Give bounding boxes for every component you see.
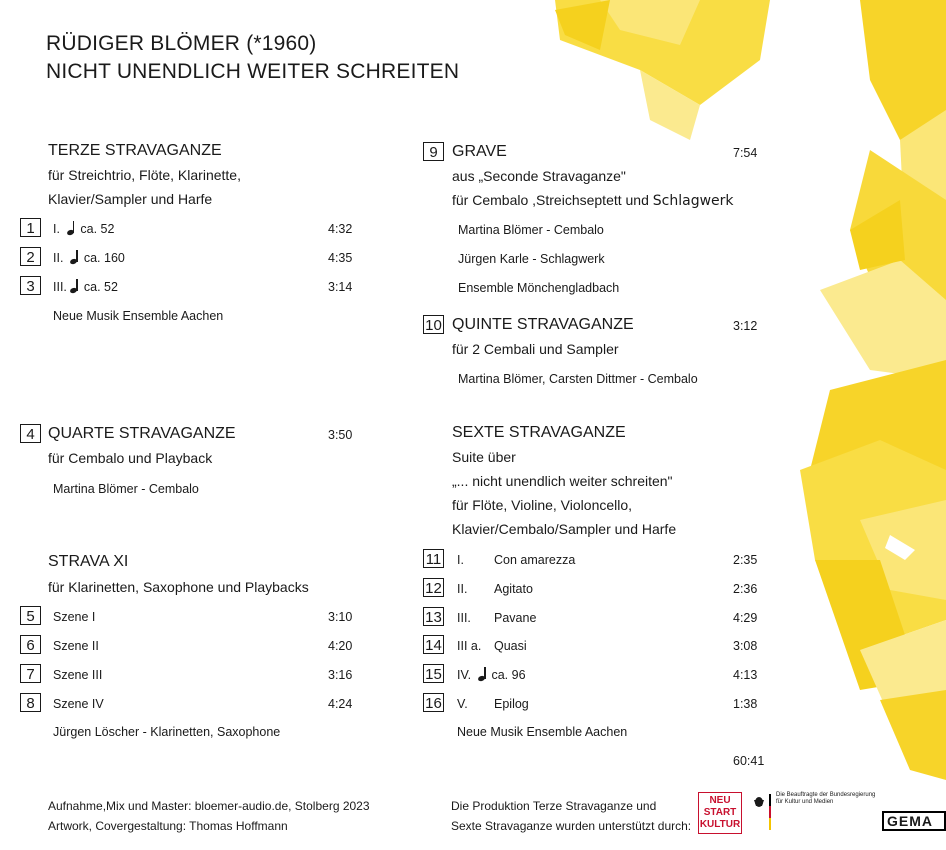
gov-text-2: für Kultur und Medien — [776, 799, 834, 805]
track-row[interactable]: Con amarezza — [494, 553, 576, 567]
track-number: 11 — [423, 549, 444, 568]
track-tempo: ca. 52 — [83, 280, 118, 294]
work-sub-sexte-3: für Flöte, Violine, Violoncello, — [452, 497, 633, 513]
work-title-strava: STRAVA XI — [48, 553, 129, 570]
track-row[interactable] — [53, 220, 114, 238]
track-number: 16 — [423, 693, 444, 712]
track-time: 3:50 — [328, 428, 353, 442]
track-number: 8 — [20, 693, 41, 712]
performer: Jürgen Karle - Schlagwerk — [458, 252, 605, 266]
logo-text: KULTUR — [699, 819, 741, 830]
track-row[interactable] — [53, 249, 125, 267]
track-number: 10 — [423, 315, 444, 334]
track-label: II. — [53, 251, 64, 265]
track-tempo: ca. 96 — [491, 668, 526, 682]
track-row[interactable] — [53, 278, 118, 296]
gov-text-1: Die Beauftragte der Bundesregierung — [776, 792, 876, 798]
track-time: 4:35 — [328, 251, 353, 265]
work-sub-strava: für Klarinetten, Saxophone und Playbacks — [48, 579, 309, 595]
performer: Neue Musik Ensemble Aachen — [53, 309, 224, 323]
credits-recording: Aufnahme,Mix und Master: bloemer-audio.de, Stolberg 2023 — [48, 799, 370, 813]
performer: Martina Blömer, Carsten Dittmer - Cembalo — [458, 372, 698, 386]
track-label: I. — [53, 222, 60, 236]
neustart-kultur-logo — [698, 792, 742, 834]
track-time: 3:16 — [328, 668, 353, 682]
track-number: 12 — [423, 578, 444, 597]
track-row[interactable]: Quasi — [494, 639, 527, 653]
track-label: V. — [457, 697, 468, 711]
work-sub-sexte-1: Suite über — [452, 449, 516, 465]
quarter-note-icon — [70, 278, 78, 296]
total-time: 60:41 — [733, 754, 765, 768]
performer: Neue Musik Ensemble Aachen — [457, 725, 628, 739]
track-time: 1:38 — [733, 697, 758, 711]
work-sub-sexte-4: Klavier/Cembalo/Sampler und Harfe — [452, 521, 677, 537]
album-title: NICHT UNENDLICH WEITER SCHREITEN — [46, 60, 460, 83]
work-sub-grave-2 — [452, 188, 734, 213]
work-sub-terze-1: für Streichtrio, Flöte, Klarinette, — [48, 167, 241, 183]
track-label: III. — [457, 611, 471, 625]
track-row[interactable]: Agitato — [494, 582, 533, 596]
track-time: 4:24 — [328, 697, 353, 711]
work-sub-terze-2: Klavier/Sampler und Harfe — [48, 191, 213, 207]
track-row[interactable]: Szene IV — [53, 697, 104, 711]
track-time: 2:35 — [733, 553, 758, 567]
performer: Martina Blömer - Cembalo — [53, 482, 199, 496]
track-time: 7:54 — [733, 146, 758, 160]
work-title-quinte: QUINTE STRAVAGANZE — [452, 316, 634, 333]
track-time: 3:14 — [328, 280, 353, 294]
track-row[interactable]: Epilog — [494, 697, 529, 711]
quarter-note-icon — [70, 249, 78, 267]
track-number: 14 — [423, 635, 444, 654]
track-tempo: ca. 160 — [83, 251, 125, 265]
work-sub-sexte-2: „... nicht unendlich weiter schreiten" — [452, 473, 673, 489]
gov-text — [776, 792, 880, 806]
track-number: 13 — [423, 607, 444, 626]
track-row[interactable]: Pavane — [494, 611, 537, 625]
work-sub-grave-2b: Schlagwerk — [652, 193, 734, 209]
work-title-grave: GRAVE — [452, 143, 507, 160]
track-row[interactable]: Szene I — [53, 610, 96, 624]
composer-heading: RÜDIGER BLÖMER (*1960) — [46, 32, 317, 55]
track-time: 4:29 — [733, 611, 758, 625]
track-time: 3:08 — [733, 639, 758, 653]
track-number: 5 — [20, 606, 41, 625]
track-number: 3 — [20, 276, 41, 295]
track-label: III. — [53, 280, 67, 294]
performer: Martina Blömer - Cembalo — [458, 223, 604, 237]
track-time: 4:20 — [328, 639, 353, 653]
work-sub-grave-1: aus „Seconde Stravaganze" — [452, 168, 626, 184]
track-label: I. — [457, 553, 464, 567]
credits-artwork: Artwork, Covergestaltung: Thomas Hoffmann — [48, 819, 288, 833]
track-number: 4 — [20, 424, 41, 443]
work-title-sexte: SEXTE STRAVAGANZE — [452, 424, 626, 441]
track-tempo: ca. 52 — [80, 222, 115, 236]
track-row[interactable]: Szene III — [53, 668, 103, 682]
work-title-terze: TERZE STRAVAGANZE — [48, 142, 222, 159]
work-sub-grave-2a: für Cembalo ,Streichseptett und — [452, 192, 649, 208]
work-sub-quinte: für 2 Cembali und Sampler — [452, 341, 619, 357]
track-number: 6 — [20, 635, 41, 654]
track-time: 2:36 — [733, 582, 758, 596]
work-title-quarte: QUARTE STRAVAGANZE — [48, 425, 236, 442]
quarter-note-icon — [67, 220, 75, 238]
logo-text: START — [703, 807, 737, 818]
logo-text: NEU — [709, 795, 731, 806]
track-number: 7 — [20, 664, 41, 683]
performer: Ensemble Mönchengladbach — [458, 281, 620, 295]
track-row[interactable]: Szene II — [53, 639, 99, 653]
track-number: 9 — [423, 142, 444, 161]
work-sub-quarte: für Cembalo und Playback — [48, 450, 213, 466]
gema-logo: GEMA — [882, 811, 946, 831]
track-time: 3:10 — [328, 610, 353, 624]
track-number: 15 — [423, 664, 444, 683]
quarter-note-icon — [478, 666, 486, 684]
track-label: II. — [457, 582, 468, 596]
track-time: 4:13 — [733, 668, 758, 682]
support-text-2: Sexte Stravaganze wurden unterstützt durch: — [451, 819, 692, 833]
track-time: 3:12 — [733, 319, 758, 333]
track-time: 4:32 — [328, 222, 353, 236]
federal-culture-logo — [752, 792, 880, 832]
track-number: 2 — [20, 247, 41, 266]
support-text-1: Die Produktion Terze Stravaganze und — [451, 799, 657, 813]
track-number: 1 — [20, 218, 41, 237]
track-label: IV. — [457, 668, 472, 682]
track-row[interactable] — [478, 666, 526, 684]
track-label: III a. — [457, 639, 482, 653]
performer: Jürgen Löscher - Klarinetten, Saxophone — [53, 725, 281, 739]
